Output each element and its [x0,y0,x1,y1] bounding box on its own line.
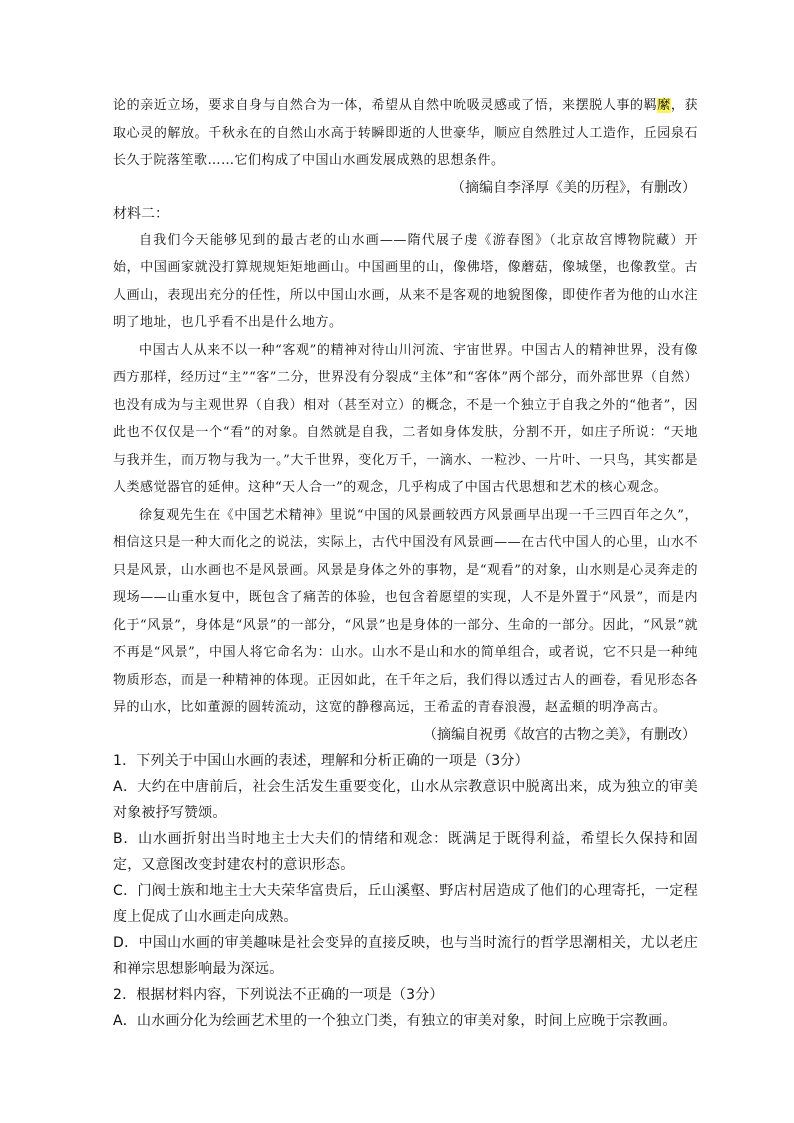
highlighted-character: 縻 [657,98,671,113]
material2-source: （摘编自祝勇《故宫的古物之美》，有删改） [423,726,696,743]
question-1-option-d: D．中国山水画的审美趣味是社会变异的直接反映，也与当时流行的哲学思潮相关，尤以老庄和禅宗思想影响最为深远。 [113,934,698,977]
question-1-option-c: C．门阀士族和地主士大夫荣华富贵后，丘山溪壑、野店村居造成了他们的心理寄托，一定程度上促成了山水画走向成熟。 [113,882,698,925]
question-2-option-a: A．山水画分化为绘画艺术里的一个独立门类，有独立的审美对象，时间上应晚于宗教画。 [113,1012,677,1029]
material1-text-before: 论的亲近立场，要求自身与自然合为一体，希望从自然中吮吸灵感或了悟，来摆脱人事的羁 [113,98,658,113]
question-2-stem: 2．根据材料内容，下列说法不正确的一项是（3分） [113,986,444,1003]
question-1-stem: 1．下列关于中国山水画的表述，理解和分析正确的一项是（3分） [113,752,529,769]
material2-paragraph-3: 徐复观先生在《中国艺术精神》里说“中国的风景画较西方风景画早出现一千三四百年之久”，相信这只是一种大而化之的说法，实际上，古代中国没有风景画——在古代中国人的心里，山水不只是风景，山水画也不是风景画。风景是身体之外的事物，是“观看”的对象，山水则是心灵奔走的现场——山重水复中，既包含了痛苦的体验，也包含着愿望的实现，人不是外置于“风景”，而是内化于“风景”，身体是“风景”的一部分，“风景”也是身体的一部分、生命的一部分。因此，“风景”就不再是“风景”，中国人将它命名为：山水。山水不是山和水的简单组合，或者说，它不只是一种纯物质形态，而是一种精神的体现。正因如此，在千年之后，我们得以透过古人的画卷，看见形态各异的山水，比如董源的圆转流动，这宽的静穆高远，王希孟的青春浪漫，赵孟頫的明净高古。 [113,507,698,715]
material1-source: （摘编自李泽厚《美的历程》，有删改） [451,179,696,196]
material1-text-after: ，获取心灵的解放。千秋永在的自然山水高于转瞬即逝的人世豪华，顺应自然胜过人工造作，丘园泉石长久于院落笙歌……它们构成了中国山水画发展成熟的思想条件。 [113,98,698,168]
material2-paragraph-1: 自我们今天能够见到的最古老的山水画——隋代展子虔《游春图》（北京故宫博物院藏）开始，中国画家就没打算规规矩矩地画山。中国画里的山，像佛塔，像蘑菇，像城堡，也像教堂。古人画山，表现出充分的任性，所以中国山水画，从来不是客观的地貌图像，即使作者为他的山水注明了地址，也几乎看不出是什么地方。 [113,232,698,330]
question-1-option-a: A．大约在中唐前后，社会生活发生重要变化，山水从宗教意识中脱离出来，成为独立的审美对象被抒写赞颂。 [113,778,698,821]
material1-tail-paragraph [113,92,698,175]
material2-heading: 材料二： [113,205,169,222]
question-1-option-b: B．山水画折射出当时地主士大夫们的情绪和观念：既满足于既得利益，希望长久保持和固定，又意图改变封建农村的意识形态。 [113,830,698,873]
material2-paragraph-2: 中国古人从来不以一种“客观”的精神对待山川河流、宇宙世界。中国古人的精神世界，没有像西方那样，经历过“主”“客”二分，世界没有分裂成“主体”和“客体”两个部分，而外部世界（自然）也没有成为与主观世界（自我）相对（甚至对立）的概念，不是一个独立于自我之外的“他者”，因此也不仅仅是一个“看”的对象。自然就是自我，二者如身体发肤，分割不开，如庄子所说：“天地与我并生，而万物与我为一。”大千世界，变化万千，一滴水、一粒沙、一片叶、一只鸟，其实都是人类感觉器官的延伸。这种“天人合一”的观念，几乎构成了中国古代思想和艺术的核心观念。 [113,342,698,495]
